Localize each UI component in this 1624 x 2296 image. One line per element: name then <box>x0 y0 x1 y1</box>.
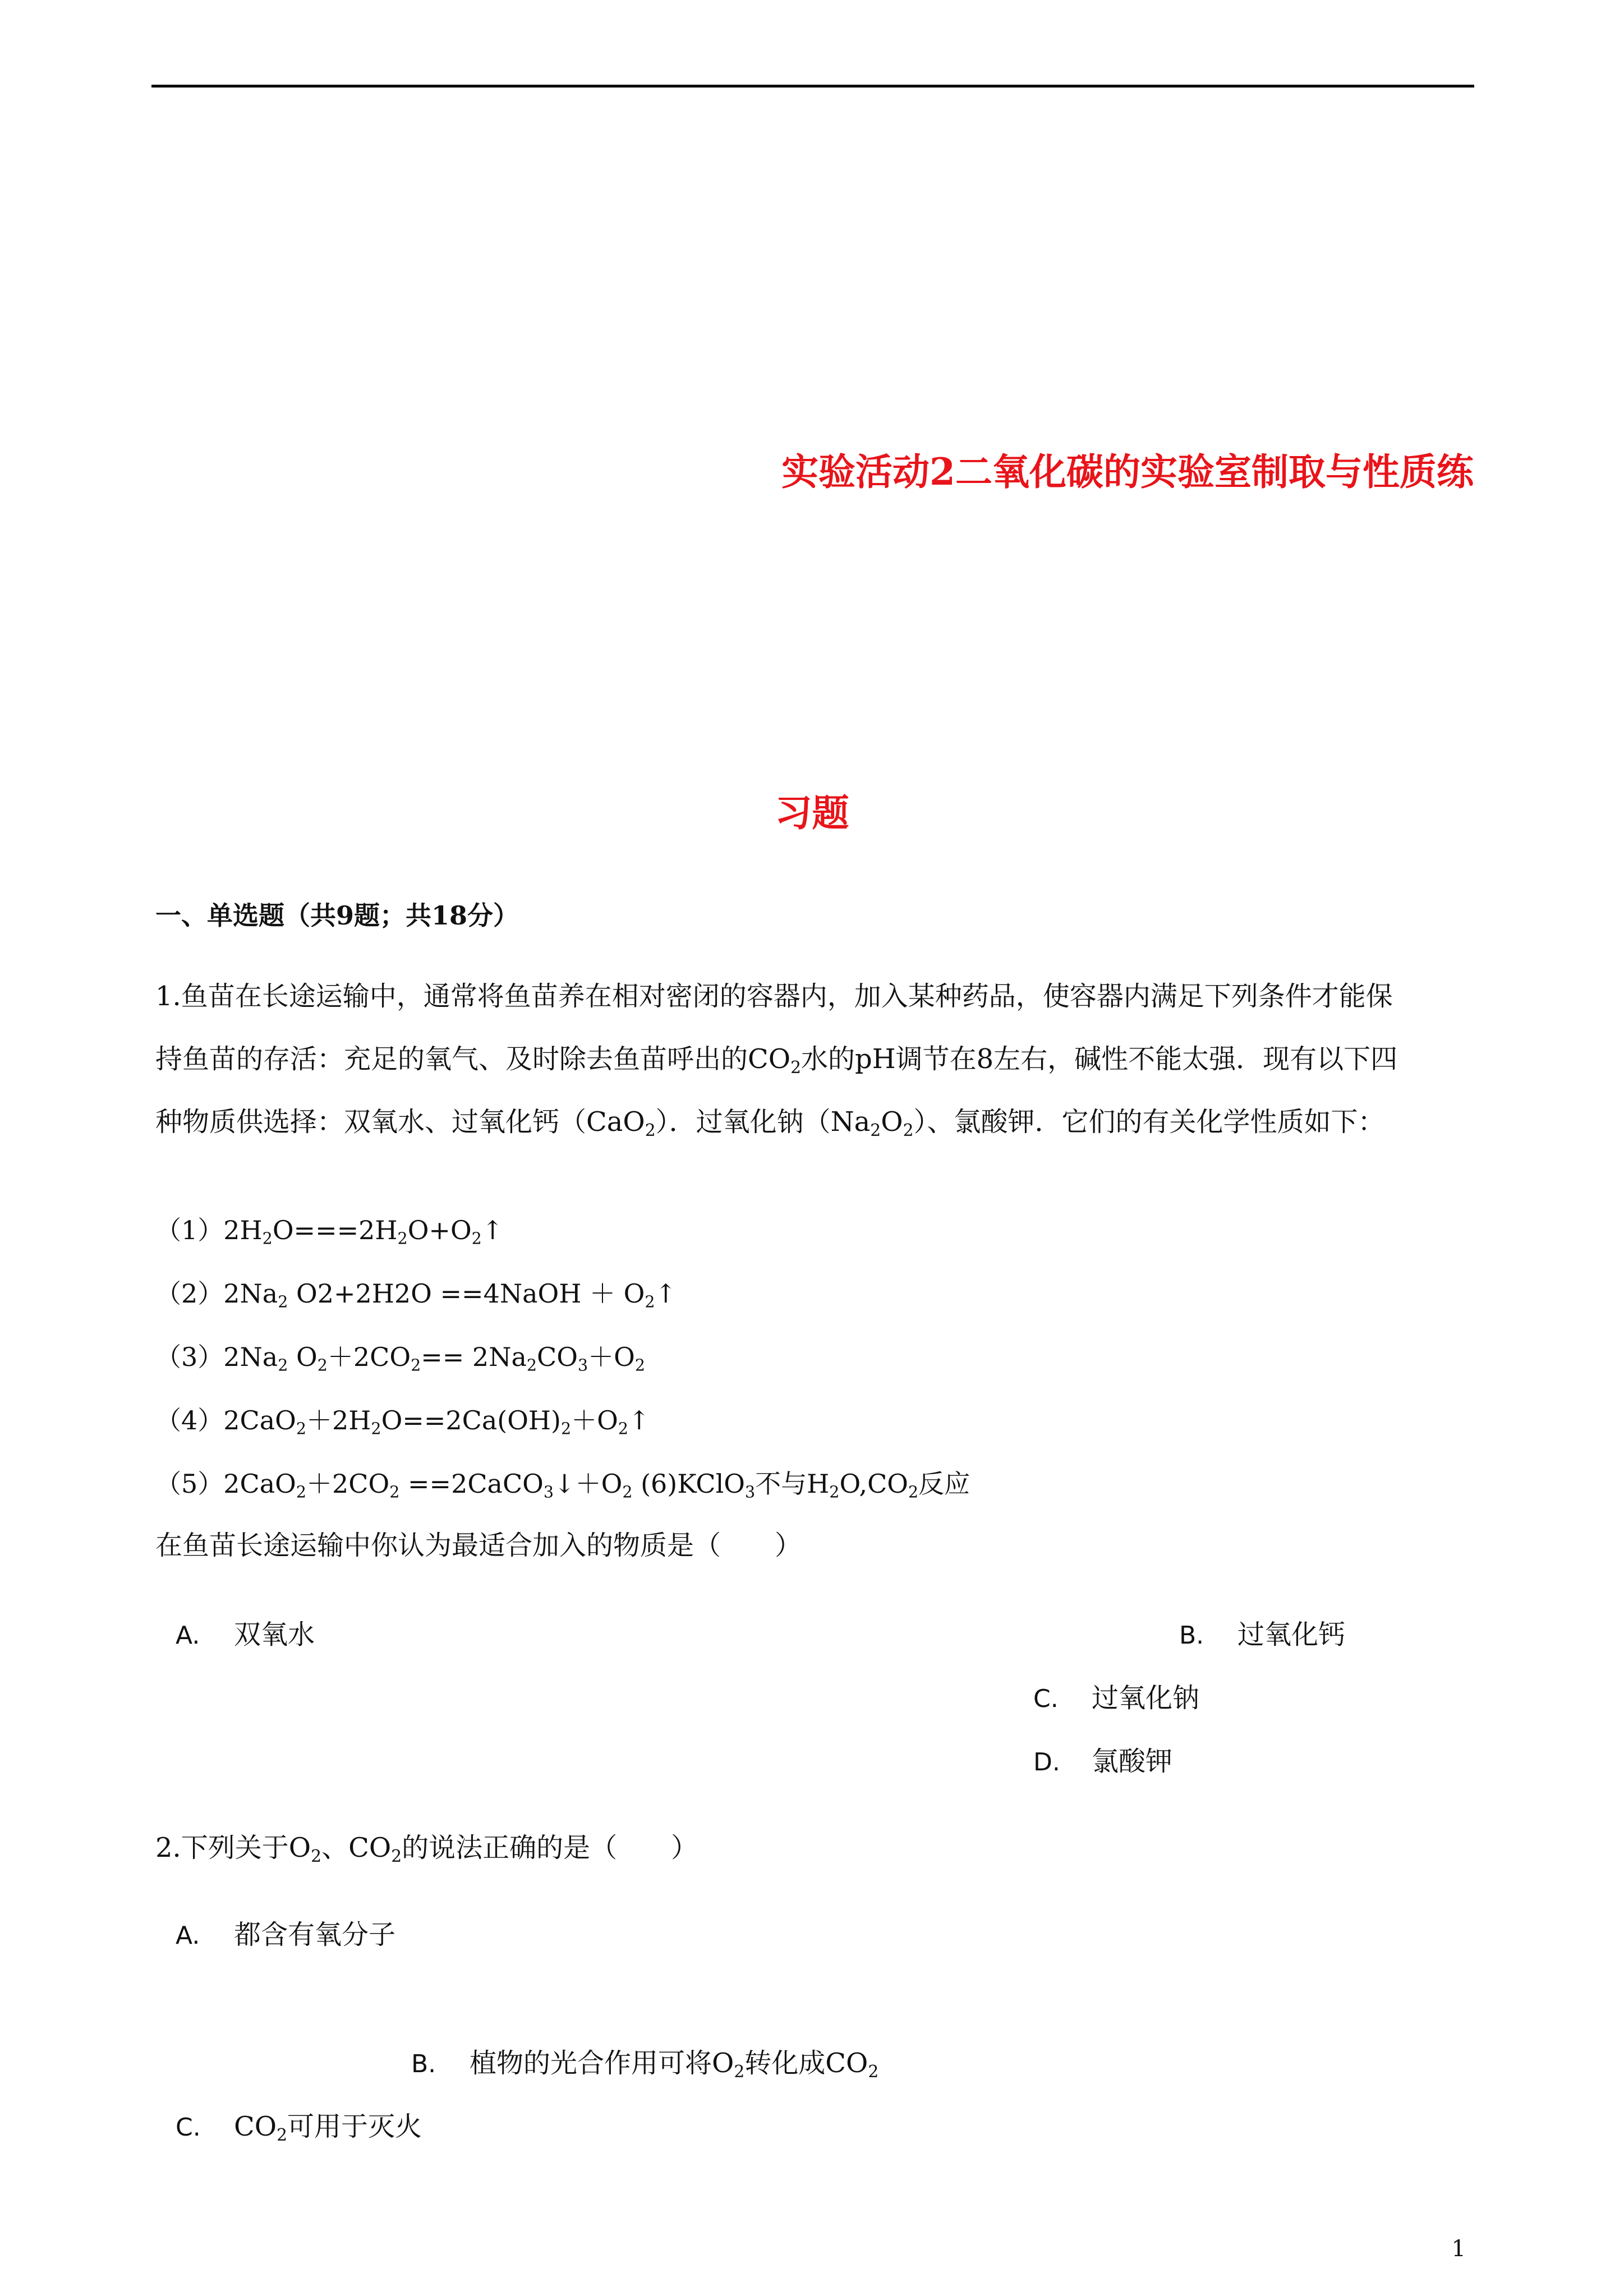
option-label: C. <box>1033 1685 1059 1713</box>
q1-stem-line3 <box>155 1091 1478 1153</box>
option-text: 过氧化钙 <box>1237 1619 1346 1650</box>
text: 、CO <box>321 1832 392 1864</box>
subscript: 2 <box>618 1419 629 1438</box>
subscript: 2 <box>903 1120 914 1140</box>
subscript: 2 <box>278 1356 288 1375</box>
subscript: 2 <box>870 1120 881 1140</box>
subscript: 3 <box>745 1483 756 1502</box>
q1-reaction-5 <box>155 1469 970 1502</box>
document-title-line1: 实验活动2二氧化碳的实验室制取与性质练 <box>781 450 1474 494</box>
text: 水的pH调节在8左右，碱性不能太强．现有以下四 <box>801 1043 1398 1075</box>
text: O,CO <box>839 1469 908 1499</box>
option-text: 可用于灭火 <box>287 2111 422 2142</box>
text: （1）2H <box>155 1215 263 1245</box>
subscript: 2 <box>278 1292 288 1312</box>
text: CO <box>537 1342 578 1372</box>
text: ）．过氧化钠（Na <box>655 1106 871 1138</box>
text: 反应 <box>918 1469 970 1499</box>
text: 持鱼苗的存活：充足的氧气、及时除去鱼苗呼出的CO <box>155 1043 791 1075</box>
subscript: 2 <box>868 2062 879 2082</box>
text: （5）2CaO <box>155 1469 296 1499</box>
subscript: 3 <box>543 1483 554 1502</box>
subscript: 2 <box>645 1292 655 1312</box>
header-rule <box>151 85 1474 88</box>
arrow-up-symbol: ↑ <box>628 1405 650 1435</box>
text: 2.下列关于O <box>155 1832 311 1864</box>
subscript: 2 <box>634 1356 645 1375</box>
option-text: 过氧化钠 <box>1092 1682 1200 1714</box>
text: ＋O <box>571 1405 618 1435</box>
q2-stem <box>155 1832 698 1866</box>
text: == 2Na <box>421 1342 527 1372</box>
option-text: 转化成CO <box>744 2047 868 2079</box>
q1-question: 在鱼苗长途运输中你认为最适合加入的物质是（ ） <box>155 1530 802 1561</box>
option-text: 双氧水 <box>234 1619 315 1650</box>
q1-stem <box>155 965 1478 1153</box>
subscript: 2 <box>397 1229 408 1248</box>
subscript: 2 <box>645 1120 656 1140</box>
text: 种物质供选择：双氧水、过氧化钙（CaO <box>155 1106 645 1138</box>
subscript: 2 <box>277 2125 288 2145</box>
document-title-line2: 习题 <box>775 791 849 835</box>
text: 不与H <box>755 1469 830 1499</box>
q1-reaction-2 <box>155 1278 677 1312</box>
subscript: 2 <box>622 1483 633 1502</box>
text: ＋2H <box>306 1405 371 1435</box>
text: O===2H <box>272 1215 398 1245</box>
option-label: D. <box>1033 1748 1060 1777</box>
q1-option-c[interactable] <box>1033 1682 1200 1714</box>
subscript: 2 <box>296 1483 307 1502</box>
q1-option-a[interactable] <box>176 1621 315 1648</box>
q1-reaction-3 <box>155 1342 645 1375</box>
subscript: 2 <box>391 1846 402 1866</box>
subscript: 2 <box>296 1419 307 1438</box>
subscript: 2 <box>371 1419 381 1438</box>
option-label: A. <box>176 1921 200 1950</box>
subscript: 2 <box>560 1419 572 1438</box>
text: O+O <box>407 1215 472 1245</box>
text: ↓＋O <box>554 1469 623 1499</box>
text: O <box>288 1342 318 1372</box>
q2-option-b[interactable] <box>411 2047 879 2082</box>
text: （3）2Na <box>155 1342 278 1372</box>
subscript: 2 <box>411 1356 421 1375</box>
subscript: 2 <box>734 2062 745 2082</box>
text: O==2Ca(OH) <box>381 1405 561 1435</box>
q1-stem-line2 <box>155 1028 1478 1091</box>
subscript: 3 <box>577 1356 588 1375</box>
q1-option-b[interactable] <box>1179 1621 1345 1648</box>
subscript: 2 <box>389 1483 400 1502</box>
arrow-up-symbol: ↑ <box>655 1278 677 1309</box>
text: ＋O <box>588 1342 635 1372</box>
option-text: 氯酸钾 <box>1092 1746 1173 1777</box>
subscript: 2 <box>317 1356 328 1375</box>
subscript: 2 <box>790 1057 802 1078</box>
option-label: C. <box>176 2113 201 2142</box>
section-heading: 一、单选题（共9题；共18分） <box>155 900 519 931</box>
arrow-up-symbol: ↑ <box>481 1215 504 1245</box>
option-text: 都含有氧分子 <box>234 1919 396 1950</box>
option-label: B. <box>1179 1621 1204 1650</box>
text: ==2CaCO <box>399 1469 544 1499</box>
subscript: 2 <box>526 1356 537 1375</box>
text: 的说法正确的是（ ） <box>402 1832 698 1864</box>
text: O2+2H2O ==4NaOH ＋ O <box>288 1278 645 1309</box>
q1-option-d[interactable] <box>1033 1748 1172 1775</box>
text: ）、氯酸钾．它们的有关化学性质如下： <box>913 1106 1385 1138</box>
q1-stem-line1: 1.鱼苗在长途运输中，通常将鱼苗养在相对密闭的容器内，加入某种药品，使容器内满足下列条件才能保 <box>155 981 1393 1012</box>
text: （2）2Na <box>155 1278 278 1309</box>
text: ＋2CO <box>327 1342 411 1372</box>
option-label: A. <box>176 1621 200 1650</box>
subscript: 2 <box>311 1846 322 1866</box>
subscript: 2 <box>829 1483 840 1502</box>
q1-reaction-1 <box>155 1215 504 1248</box>
q2-option-a[interactable] <box>176 1921 395 1948</box>
text: （4）2CaO <box>155 1405 296 1435</box>
page-number: 1 <box>1451 2236 1466 2262</box>
text: O <box>881 1106 903 1138</box>
q2-option-c[interactable] <box>176 2111 422 2145</box>
option-text: CO <box>234 2111 277 2142</box>
text: (6)KClO <box>632 1469 745 1499</box>
subscript: 2 <box>908 1483 919 1502</box>
option-label: B. <box>411 2050 436 2078</box>
q1-reaction-4 <box>155 1405 650 1438</box>
subscript: 2 <box>471 1229 482 1248</box>
option-text: 植物的光合作用可将O <box>470 2047 734 2079</box>
text: ＋2CO <box>306 1469 390 1499</box>
subscript: 2 <box>262 1229 273 1248</box>
